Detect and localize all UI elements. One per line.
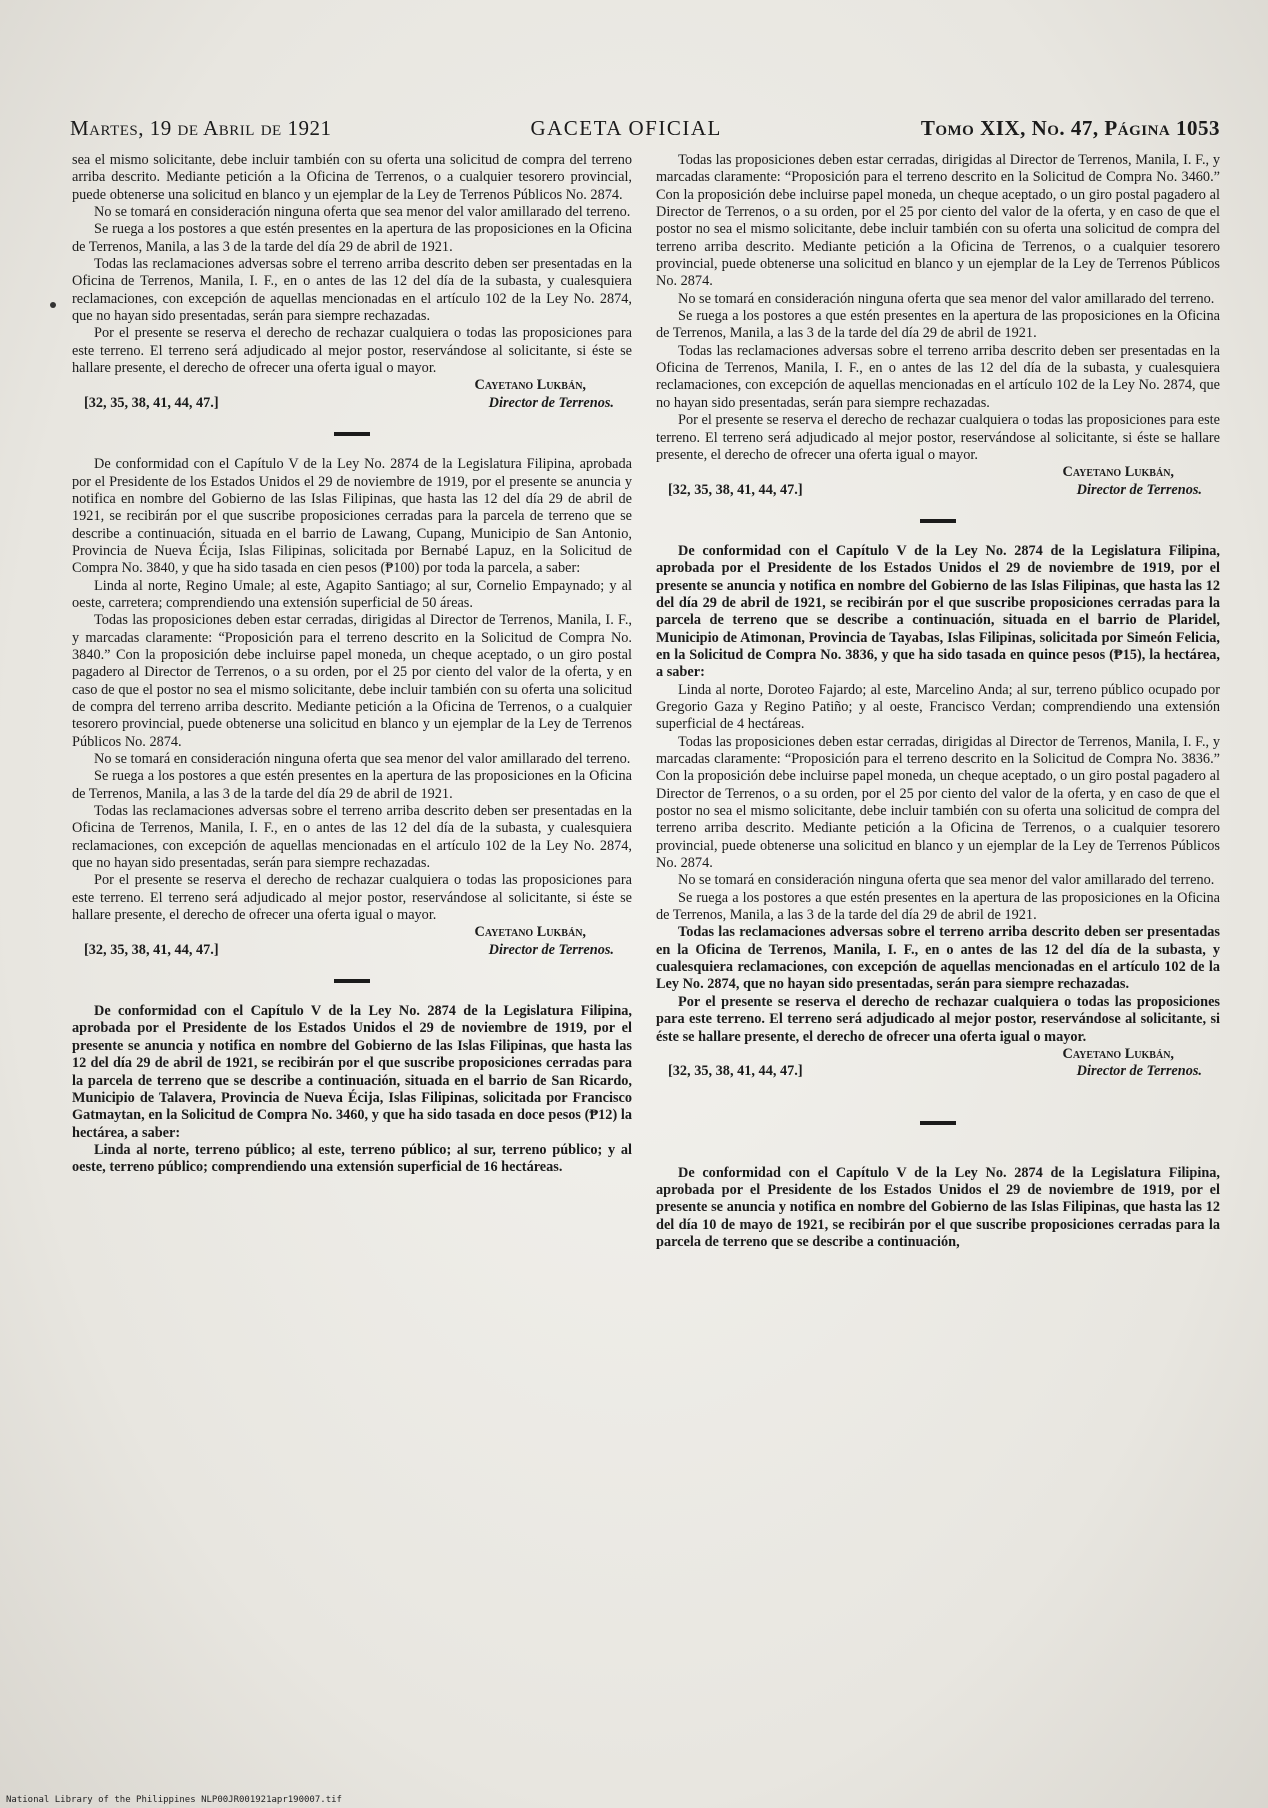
signatory-name: Cayetano Lukbán, [1062, 464, 1174, 481]
signatory [475, 377, 632, 412]
signatory-title: Director de Terrenos. [488, 941, 614, 958]
signature-block [72, 924, 632, 959]
signatory [475, 924, 632, 959]
signatory-name: Cayetano Lukbán, [1062, 1045, 1174, 1062]
page-header [70, 116, 1220, 146]
signatory [1063, 464, 1220, 499]
paragraph: Todas las reclamaciones adversas sobre el terreno arriba descrito deben ser presentadas en la Oficina de Terrenos, Manila, I. F., en o antes de las 12 del día de la subasta, y cualesquiera reclamaciones, con excepción de aquellas mencionadas en el artículo 102 de la Ley No. 2874, que no hayan sido presentadas, serán para siempre rechazadas. [72, 803, 632, 872]
issue-numbers: [32, 35, 38, 41, 44, 47.] [668, 1063, 803, 1080]
paragraph: No se tomará en consideración ninguna oferta que sea menor del valor amillarado del terreno. [94, 204, 631, 221]
paragraph: Por el presente se reserva el derecho de rechazar cualquiera o todas las proposiciones para este terreno. El terreno será adjudicado al mejor postor, reservándose al solicitante, si éste se hallare presente, el derecho de ofrecer una oferta igual o mayor. [656, 412, 1220, 463]
signature-block [656, 1046, 1220, 1081]
issue-numbers: [32, 35, 38, 41, 44, 47.] [84, 941, 219, 958]
paragraph: Se ruega a los postores a que estén presentes en la apertura de las proposiciones en la Oficina de Terrenos, Manila, a las 3 de la tarde del día 29 de abril de 1921. [72, 221, 632, 255]
signatory-title: Director de Terrenos. [1076, 481, 1202, 498]
paragraph: De conformidad con el Capítulo V de la Ley No. 2874 de la Legislatura Filipina, aprobada por el Presidente de los Estados Unidos el 29 de noviembre de 1919, por el presente se anuncia y notifica en nombre del Gobierno de las Islas Filipinas, que hasta las 12 del día 29 de abril de 1921, se recibirán por el que suscribe proposiciones cerradas para la parcela de terreno que se describe a continuación, situada en el barrio de Lawang, Cupang, Municipio de San Antonio, Provincia de Nueva Écija, Islas Filipinas, solicitada por Bernabé Lapuz, en la Solicitud de Compra No. 3840, y que ha sido tasada en cien pesos (₱100) por toda la parcela, a saber: [72, 456, 632, 577]
signatory-title: Director de Terrenos. [488, 394, 614, 411]
left-column [72, 152, 632, 1177]
section-divider [920, 519, 956, 523]
right-column [656, 152, 1220, 1251]
paragraph: Por el presente se reserva el derecho de rechazar cualquiera o todas las proposiciones para este terreno. El terreno será adjudicado al mejor postor, reservándose al solicitante, si éste se hallare presente, el derecho de ofrecer una oferta igual o mayor. [72, 325, 632, 377]
paragraph: Todas las proposiciones deben estar cerradas, dirigidas al Director de Terrenos, Manila, I. F., y marcadas claramente: “Proposición para el terreno descrito en la Solicitud de Compra No. 3836.” Con la proposición debe incluirse papel moneda, un cheque aceptado, o un giro postal pagadero al Director de Terrenos, o a su orden, por el 25 por ciento del valor de la oferta, y en caso de que el postor no sea el mismo solicitante, debe incluir también con su oferta una solicitud de compra del terreno arriba descrito. Mediante petición a la Oficina de Terrenos, o a cualquier tesorero provincial, puede obtenerse una solicitud en blanco y un ejemplar de la Ley de Terrenos Públicos No. 2874. [656, 733, 1220, 872]
paragraph: Todas las reclamaciones adversas sobre el terreno arriba descrito deben ser presentadas en la Oficina de Terrenos, Manila, I. F., en o antes de las 12 del día de la subasta, y cualesquiera reclamaciones, con excepción de aquellas mencionadas en el artículo 102 de la Ley No. 2874, que no hayan sido presentadas, serán para siempre rechazadas. [656, 342, 1220, 411]
paragraph: Todas las reclamaciones adversas sobre el terreno arriba descrito deben ser presentadas en la Oficina de Terrenos, Manila, I. F., en o antes de las 12 del día de la subasta, y cualesquiera reclamaciones, con excepción de aquellas mencionadas en el artículo 102 de la Ley No. 2874, que no hayan sido presentadas, serán para siempre rechazadas. [656, 924, 1220, 993]
section-divider [334, 432, 370, 436]
issue-numbers: [32, 35, 38, 41, 44, 47.] [84, 394, 219, 411]
ink-spot [50, 302, 56, 308]
paragraph: Linda al norte, Doroteo Fajardo; al este, Marcelino Anda; al sur, terreno público ocupado por Gregorio Gaza y Regino Patiño; y al oeste, Francisco Verdan; comprendiendo una extensión superficial de 4 hectáreas. [656, 681, 1220, 733]
signature-block [656, 464, 1220, 499]
paragraph: No se tomará en consideración ninguna oferta que sea menor del valor amillarado del terreno. [678, 290, 1215, 307]
paragraph: sea el mismo solicitante, debe incluir también con su oferta una solicitud de compra del terreno arriba descrito. Mediante petición a la Oficina de Terrenos, o a cualquier tesorero provincial, puede obtenerse una solicitud en blanco y un ejemplar de la Ley de Terrenos Públicos No. 2874. [72, 152, 632, 203]
signature-block [72, 377, 632, 412]
paragraph: Por el presente se reserva el derecho de rechazar cualquiera o todas las proposiciones para este terreno. El terreno será adjudicado al mejor postor, reservándose al solicitante, si éste se hallare presente, el derecho de ofrecer una oferta igual o mayor. [656, 993, 1220, 1045]
paragraph: Todas las reclamaciones adversas sobre el terreno arriba descrito deben ser presentadas en la Oficina de Terrenos, Manila, I. F., en o antes de las 12 del día de la subasta, y cualesquiera reclamaciones, con excepción de aquellas mencionadas en el artículo 102 de la Ley No. 2874, que no hayan sido presentadas, serán para siempre rechazadas. [72, 256, 632, 325]
paragraph: No se tomará en consideración ninguna oferta que sea menor del valor amillarado del terreno. [94, 751, 631, 767]
paragraph: De conformidad con el Capítulo V de la Ley No. 2874 de la Legislatura Filipina, aprobada por el Presidente de los Estados Unidos el 29 de noviembre de 1919, por el presente se anuncia y notifica en nombre del Gobierno de las Islas Filipinas, que hasta las 12 del día 29 de abril de 1921, se recibirán por el que suscribe proposiciones cerradas para la parcela de terreno que se describe a continuación, situada en el barrio de Plaridel, Municipio de Atimonan, Provincia de Tayabas, Islas Filipinas, solicitada por Simeón Felicia, en la Solicitud de Compra No. 3836, y que ha sido tasada en quince pesos (₱15), la hectárea, a saber: [656, 542, 1220, 681]
section-divider [920, 1121, 956, 1125]
paragraph: De conformidad con el Capítulo V de la Ley No. 2874 de la Legislatura Filipina, aprobada por el Presidente de los Estados Unidos el 29 de noviembre de 1919, por el presente se anuncia y notifica en nombre del Gobierno de las Islas Filipinas, que hasta las 12 del día 10 de mayo de 1921, se recibirán por el que suscribe proposiciones cerradas para la parcela de terreno que se describe a continuación, [656, 1164, 1220, 1250]
scan-footer: National Library of the Philippines NLP00JR001921apr190007.tif [6, 1795, 342, 1805]
signatory-title: Director de Terrenos. [1076, 1063, 1202, 1080]
signatory-name: Cayetano Lukbán, [474, 924, 586, 941]
paragraph: Se ruega a los postores a que estén presentes en la apertura de las proposiciones en la Oficina de Terrenos, Manila, a las 3 de la tarde del día 29 de abril de 1921. [656, 889, 1220, 924]
paragraph: Se ruega a los postores a que estén presentes en la apertura de las proposiciones en la Oficina de Terrenos, Manila, a las 3 de la tarde del día 29 de abril de 1921. [656, 308, 1220, 342]
issue-numbers: [32, 35, 38, 41, 44, 47.] [668, 481, 803, 498]
header-date: Martes, 19 de Abril de 1921 [70, 116, 332, 140]
section-divider [334, 979, 370, 983]
paragraph: Todas las proposiciones deben estar cerradas, dirigidas al Director de Terrenos, Manila, I. F., y marcadas claramente: “Proposición para el terreno descrito en la Solicitud de Compra No. 3460.” Con la proposición debe incluirse papel moneda, un cheque aceptado, o un giro postal pagadero al Director de Terrenos, o a su orden, por el 25 por ciento del valor de la oferta, y en caso de que el postor no sea el mismo solicitante, debe incluir también con su oferta una solicitud de compra del terreno arriba descrito. Mediante petición a la Oficina de Terrenos, o a cualquier tesorero provincial, puede obtenerse una solicitud en blanco y un ejemplar de la Ley de Terrenos Públicos No. 2874. [656, 152, 1220, 290]
header-volume-page: Tomo XIX, No. 47, Página 1053 [920, 116, 1220, 140]
paragraph: De conformidad con el Capítulo V de la Ley No. 2874 de la Legislatura Filipina, aprobada por el Presidente de los Estados Unidos el 29 de noviembre de 1919, por el presente se anuncia y notifica en nombre del Gobierno de las Islas Filipinas, que hasta las 12 del día 29 de abril de 1921, se recibirán por el que suscribe proposiciones cerradas para la parcela de terreno que se describe a continuación, situada en el barrio de San Ricardo, Municipio de Talavera, Provincia de Nueva Écija, Islas Filipinas, solicitada por Francisco Gatmaytan, en la Solicitud de Compra No. 3460, y que ha sido tasada en doce pesos (₱12) la hectárea, a saber: [72, 1003, 632, 1141]
paragraph: Por el presente se reserva el derecho de rechazar cualquiera o todas las proposiciones para este terreno. El terreno será adjudicado al mejor postor, reservándose al solicitante, si éste se hallare presente, el derecho de ofrecer una oferta igual o mayor. [72, 872, 632, 924]
paragraph: Todas las proposiciones deben estar cerradas, dirigidas al Director de Terrenos, Manila, I. F., y marcadas claramente: “Proposición para el terreno descrito en la Solicitud de Compra No. 3840.” Con la proposición debe incluirse papel moneda, un cheque aceptado, o un giro postal pagadero al Director de Terrenos, o a su orden, por el 25 por ciento del valor de la oferta, y en caso de que el postor no sea el mismo solicitante, debe incluir también con su oferta una solicitud de compra del terreno arriba descrito. Mediante petición a la Oficina de Terrenos, o a cualquier tesorero provincial, puede obtenerse una solicitud en blanco y un ejemplar de la Ley de Terrenos Públicos No. 2874. [72, 612, 632, 750]
signatory [1063, 1046, 1220, 1081]
paragraph: Linda al norte, Regino Umale; al este, Agapito Santiago; al sur, Cornelio Empaynado; y al oeste, carretera; comprendiendo una extensión superficial de 50 áreas. [72, 577, 632, 611]
paragraph: Linda al norte, terreno público; al este, terreno público; al sur, terreno público; y al oeste, terreno público; comprendiendo una extensión superficial de 16 hectáreas. [72, 1141, 632, 1176]
signatory-name: Cayetano Lukbán, [474, 377, 586, 394]
paragraph: No se tomará en consideración ninguna oferta que sea menor del valor amillarado del terreno. [678, 872, 1215, 889]
header-publication: GACETA OFICIAL [530, 116, 722, 140]
paragraph: Se ruega a los postores a que estén presentes en la apertura de las proposiciones en la Oficina de Terrenos, Manila, a las 3 de la tarde del día 29 de abril de 1921. [72, 768, 632, 802]
